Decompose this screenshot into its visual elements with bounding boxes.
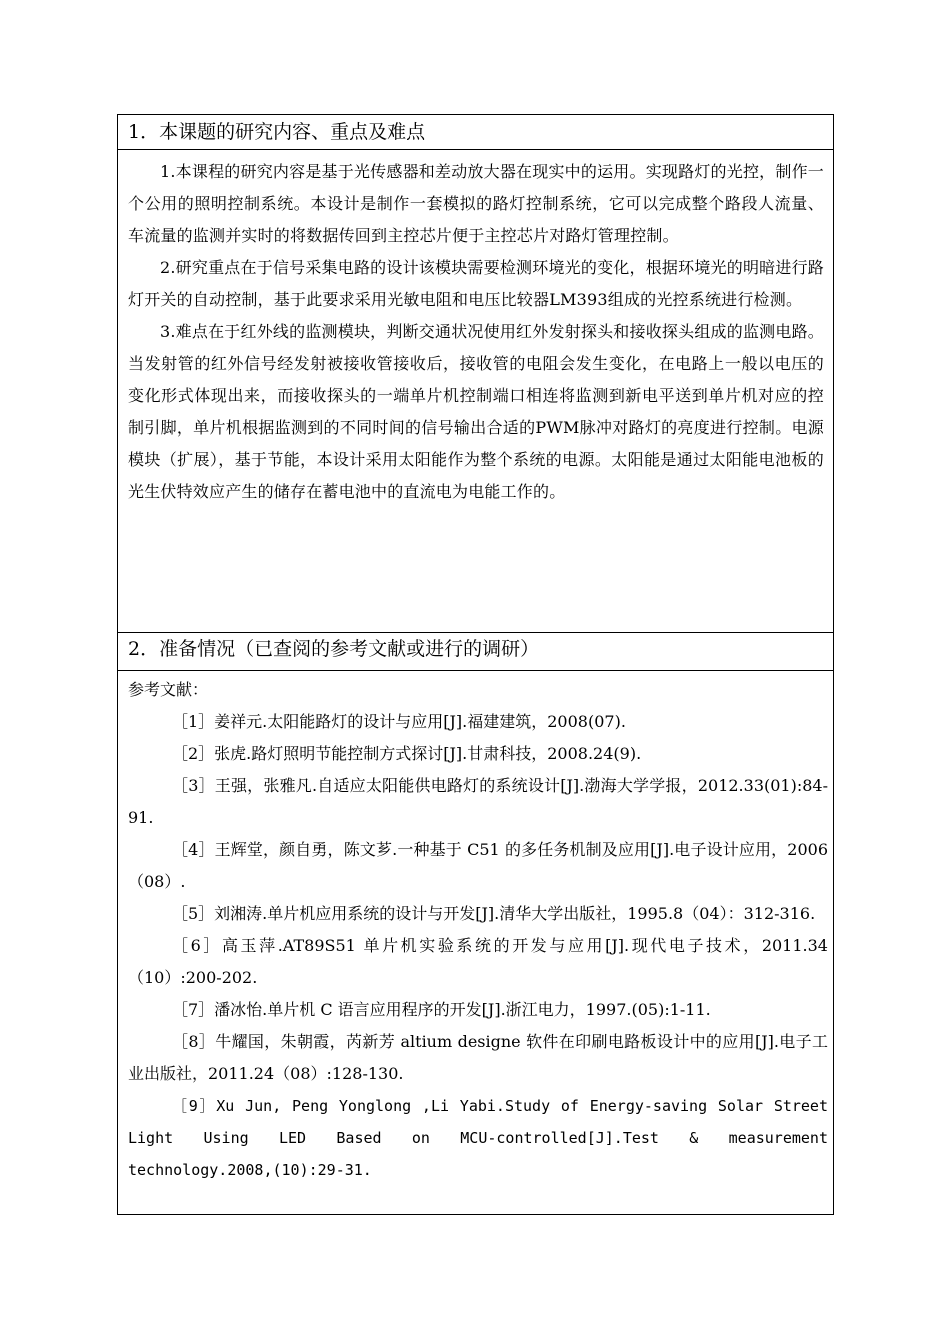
reference-item: ［4］王辉堂，颜自勇，陈文芗.一种基于 C51 的多任务机制及应用[J].电子设计应用，2006（08）.	[128, 840, 828, 891]
paragraph-1: 1.本课程的研究内容是基于光传感器和差动放大器在现实中的运用。实现路灯的光控，制作一个公用的照明控制系统。本设计是制作一套模拟的路灯控制系统，它可以完成整个路段人流量、车流量的监测并实时的将数据传回到主控芯片便于主控芯片对路灯管理控制。	[128, 162, 824, 245]
section1-title: 1．本课题的研究内容、重点及难点	[128, 121, 426, 143]
reference-item: ［1］姜祥元.太阳能路灯的设计与应用[J].福建建筑，2008(07).	[172, 712, 626, 731]
divider	[118, 670, 833, 671]
reference-item: ［2］张虎.路灯照明节能控制方式探讨[J].甘肃科技，2008.24(9).	[172, 744, 642, 763]
reference-item: ［5］刘湘涛.单片机应用系统的设计与开发[J].清华大学出版社，1995.8（04）：312-316.	[172, 904, 816, 923]
paragraph-2: 2.研究重点在于信号采集电路的设计该模块需要检测环境光的变化，根据环境光的明暗进行路灯开关的自动控制，基于此要求采用光敏电阻和电压比较器LM393组成的光控系统进行检测。	[128, 258, 824, 309]
section1-body	[128, 156, 824, 508]
references-label: 参考文献：	[128, 680, 209, 699]
reference-item: ［8］牛耀国，朱朝霞，芮新芳 altium designe 软件在印刷电路板设计中的应用[J].电子工业出版社，2011.24（08）:128-130.	[128, 1032, 828, 1083]
paragraph-3: 3.难点在于红外线的监测模块，判断交通状况使用红外发射探头和接收探头组成的监测电路。当发射管的红外信号经发射被接收管接收后，接收管的电阻会发生变化，在电路上一般以电压的变化形式体现出来，而接收探头的一端单片机控制端口相连将监测到新电平送到单片机对应的控制引脚，单片机根据监测到的不同时间的信号输出合适的PWM脉冲对路灯的亮度进行控制。电源模块（扩展），基于节能，本设计采用太阳能作为整个系统的电源。太阳能是通过太阳能电池板的光生伏特效应产生的储存在蓄电池中的直流电为电能工作的。	[128, 322, 824, 501]
proposal-table	[117, 114, 834, 1215]
reference-item: ［9］Xu Jun, Peng Yonglong ,Li Yabi.Study of Energy-saving Solar Street Light Using LED Based on MCU-controlled[J].Test & measurement technology.2008,(10):29-31.	[128, 1097, 828, 1179]
reference-item: ［3］王强，张雅凡.自适应太阳能供电路灯的系统设计[J].渤海大学学报，2012.33(01):84-91.	[128, 776, 828, 827]
reference-item: ［7］潘冰怡.单片机 C 语言应用程序的开发[J].浙江电力，1997.(05):1-11.	[172, 1000, 711, 1019]
references-list	[128, 674, 828, 1186]
reference-item: ［6］高玉萍.AT89S51 单片机实验系统的开发与应用[J].现代电子技术，2011.34（10）:200-202.	[128, 936, 828, 987]
section2-title: 2．准备情况（已查阅的参考文献或进行的调研）	[128, 638, 540, 660]
divider	[118, 149, 833, 150]
